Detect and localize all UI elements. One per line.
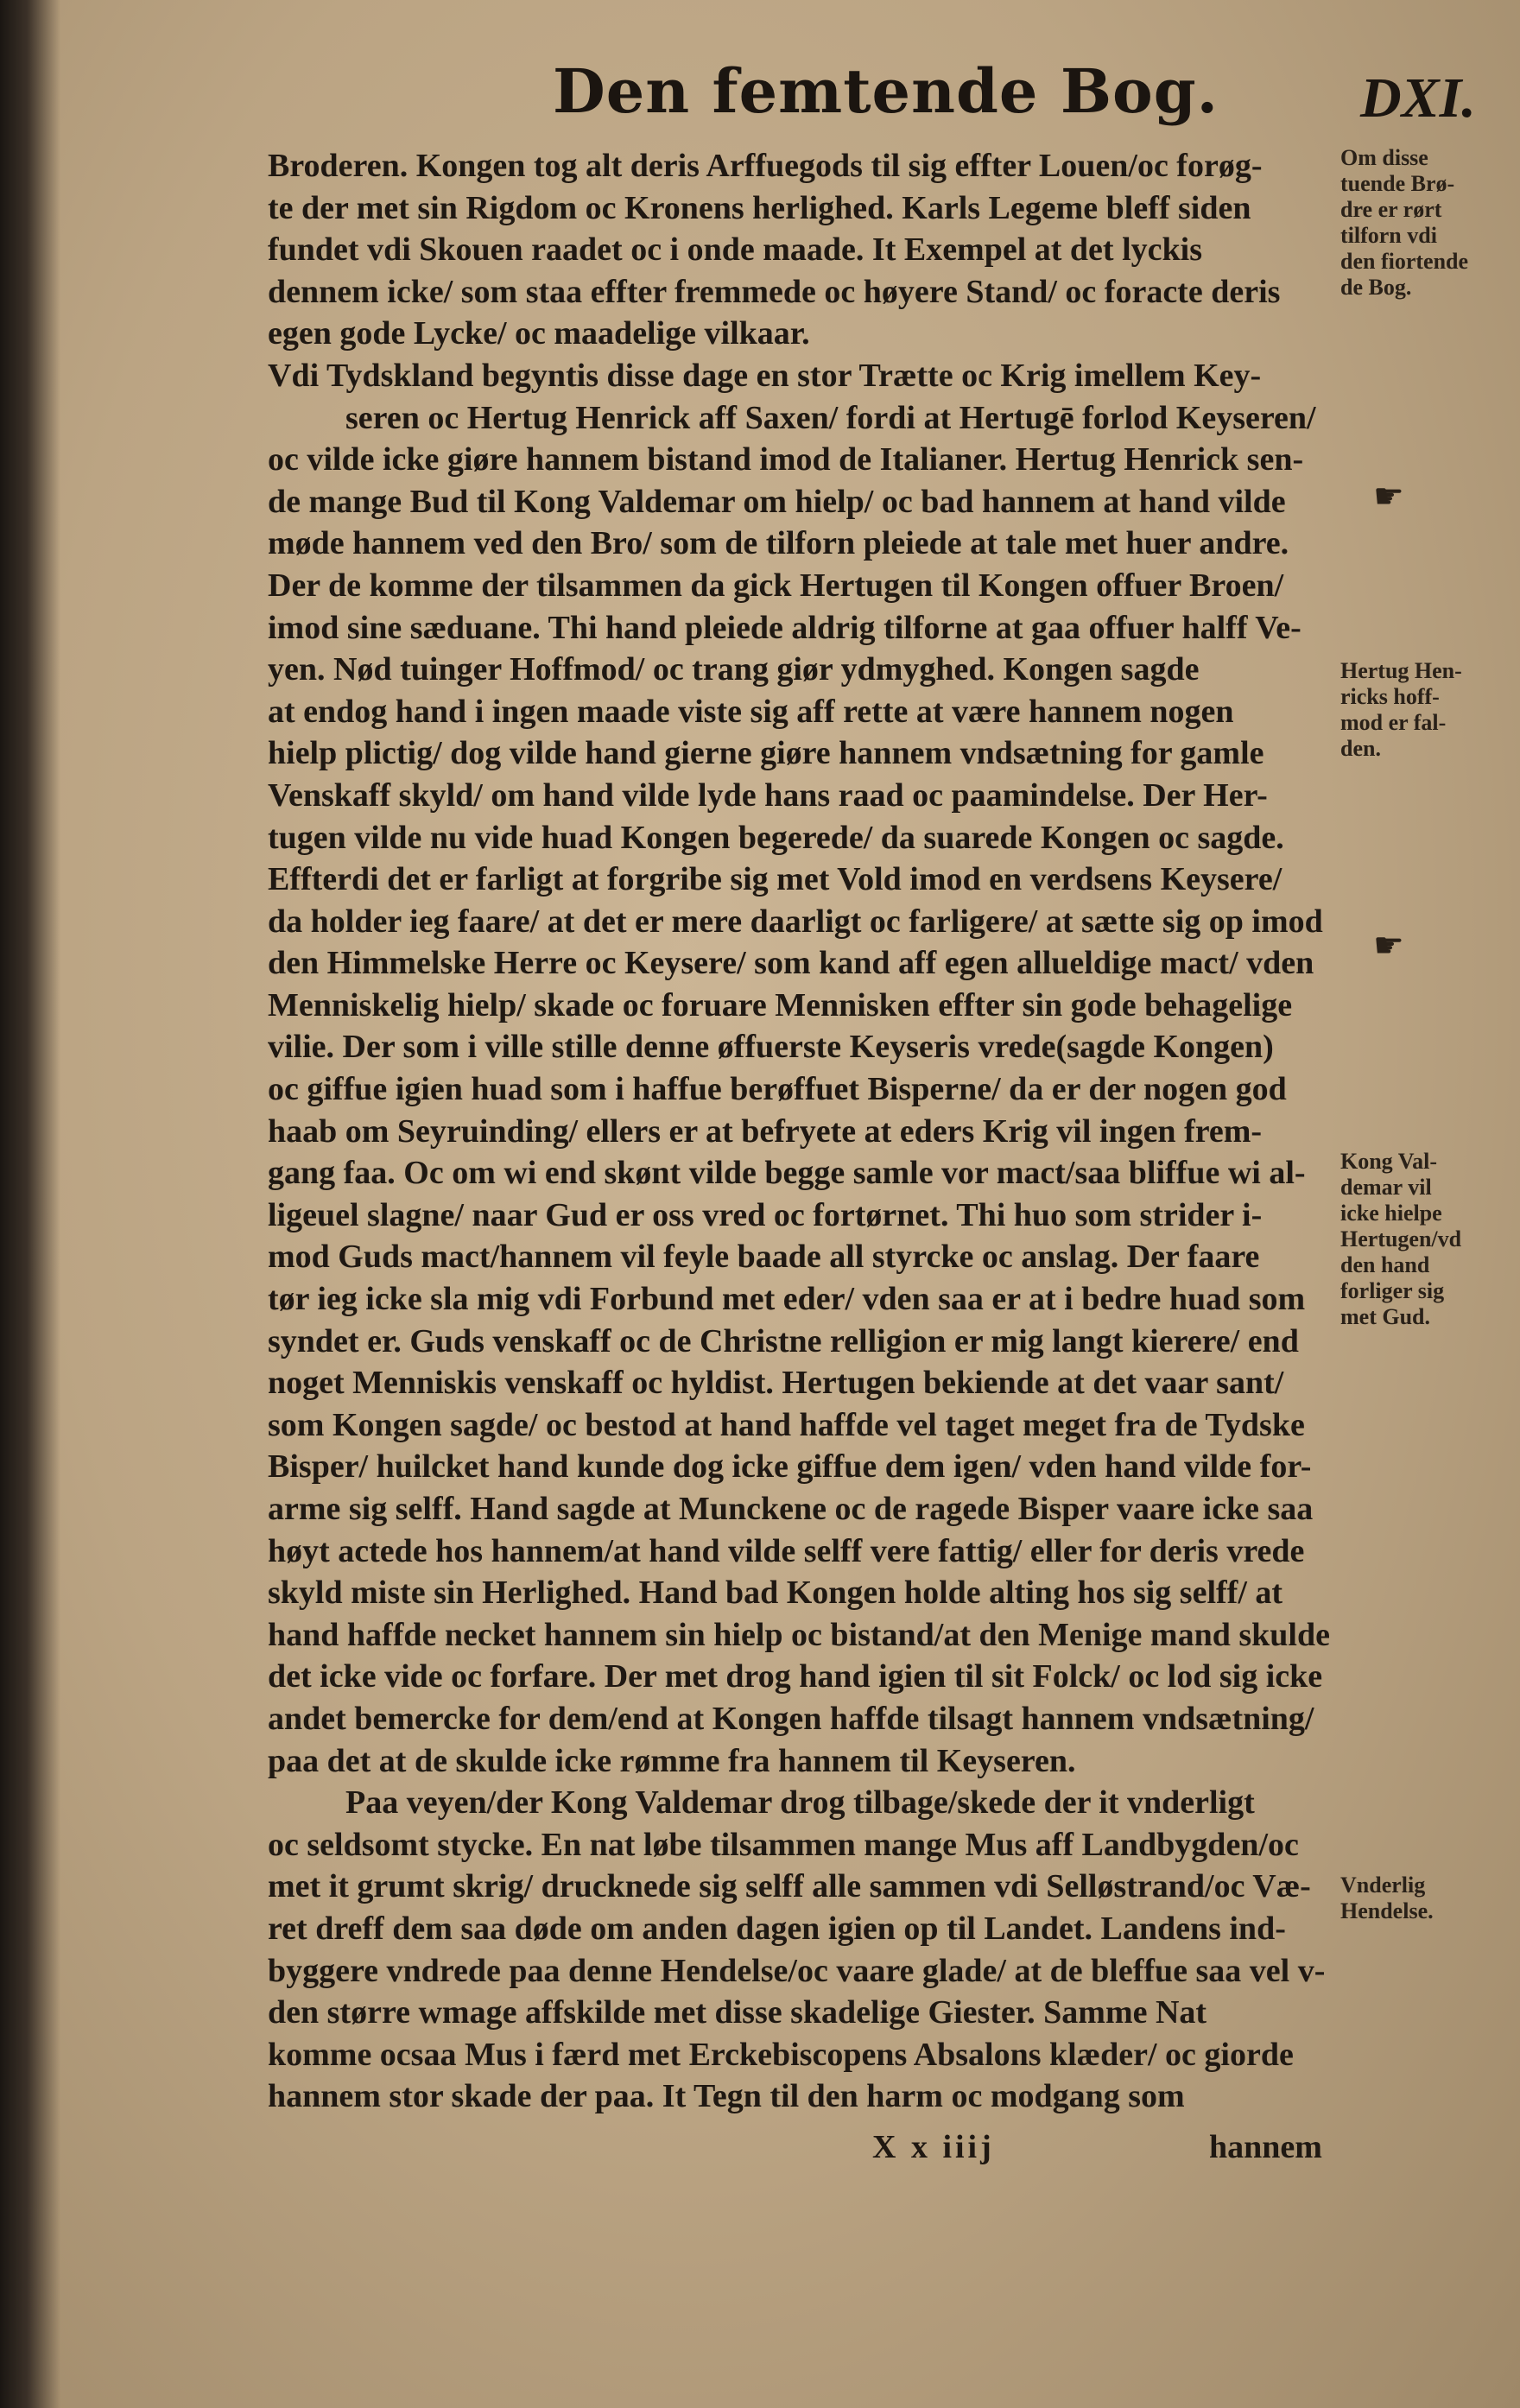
marginal-line: icke hielpe <box>1340 1201 1442 1226</box>
text-line: de mange Bud til Kong Valdemar om hielp/ oc bad hannem at hand vilde <box>268 483 1286 520</box>
marginal-line: den fiortende <box>1340 249 1469 274</box>
folio-number: DXI. <box>1360 67 1476 130</box>
text-line: da holder ieg faare/ at det er mere daarligt oc farligere/ at sætte sig op imod <box>268 903 1323 940</box>
text-line: syndet er. Guds venskaff oc de Christne relligion er mig langt kierere/ end <box>268 1322 1299 1359</box>
text-line: Menniskelig hielp/ skade oc foruare Mennisken effter sin gode behagelige <box>268 986 1293 1023</box>
text-line: arme sig selff. Hand sagde at Munckene oc de ragede Bisper vaare icke saa <box>268 1491 1314 1527</box>
marginal-note-brothers <box>1340 145 1513 301</box>
text-line: møde hannem ved den Bro/ som de tilforn pleiede at tale met huer andre. <box>268 525 1289 562</box>
marginal-line: Hertugen/vd <box>1340 1226 1462 1252</box>
marginal-note-valdemar <box>1340 1149 1513 1330</box>
text-line: tugen vilde nu vide huad Kongen begerede/ da suarede Kongen oc sagde. <box>268 819 1284 856</box>
text-line: ret dreff dem saa døde om anden dagen igien op til Landet. Landens ind- <box>268 1910 1286 1947</box>
text-line: det icke vide oc forfare. Der met drog hand igien til sit Folck/ oc lod sig icke <box>268 1658 1323 1695</box>
text-line: seren oc Hertug Henrick aff Saxen/ fordi at Hertugē forlod Keyseren/ <box>345 399 1316 436</box>
text-line: oc giffue igien huad som i haffue berøffuet Bisperne/ da er der nogen god <box>268 1071 1287 1108</box>
text-line: hand haffde necket hannem sin hielp oc bistand/at den Menige mand skulde <box>268 1616 1330 1653</box>
marginal-line: Hertug Hen- <box>1340 658 1462 683</box>
main-text-block <box>268 145 1339 2118</box>
text-line: Der de komme der tilsammen da gick Hertugen til Kongen offuer Broen/ <box>268 567 1284 604</box>
text-line: andet bemercke for dem/end at Kongen haffde tilsagt hannem vndsætning/ <box>268 1700 1314 1737</box>
text-line: met it grumt skrig/ drucknede sig selff alle sammen vdi Selløstrand/oc Væ- <box>268 1868 1311 1905</box>
text-line: den større wmage affskilde met disse skadelige Giester. Samme Nat <box>268 1994 1207 2031</box>
text-line: Venskaff skyld/ om hand vilde lyde hans raad oc paamindelse. Der Her- <box>268 776 1268 814</box>
text-line: imod sine sæduane. Thi hand pleiede aldrig tilforne at gaa offuer halff Ve- <box>268 609 1302 646</box>
text-line: egen gode Lycke/ oc maadelige vilkaar. <box>268 315 810 352</box>
signature-mark: X x iiij <box>872 2129 995 2165</box>
text-line: byggere vndrede paa denne Hendelse/oc vaare glade/ at de bleffue saa vel v- <box>268 1952 1326 1989</box>
text-line: Broderen. Kongen tog alt deris Arffuegods til sig effter Louen/oc forøg- <box>268 148 1263 184</box>
text-line: Effterdi det er farligt at forgribe sig met Vold imod en verdsens Keysere/ <box>268 861 1282 898</box>
text-line: tør ieg icke sla mig vdi Forbund met eder/ vden saa er at i bedre huad som <box>268 1281 1306 1318</box>
text-line: noget Menniskis venskaff oc hyldist. Hertugen bekiende at det vaar sant/ <box>268 1365 1284 1402</box>
text-line: ligeuel slagne/ naar Gud er oss vred oc fortørnet. Thi huo som strider i- <box>268 1196 1263 1233</box>
text-line: haab om Seyruinding/ ellers er at befryete at eders Krig vil ingen frem- <box>268 1112 1263 1150</box>
text-line: som Kongen sagde/ oc bestod at hand haffde vel taget meget fra de Tydske <box>268 1406 1305 1443</box>
text-line: hielp plictig/ dog vilde hand gierne giøre hannem vndsætning for gamle <box>268 735 1264 772</box>
text-line: den Himmelske Herre oc Keysere/ som kand aff egen allueldige mact/ vden <box>268 945 1314 982</box>
marginal-line: de Bog. <box>1340 275 1412 300</box>
text-line: at endog hand i ingen maade viste sig aff rette at være hannem nogen <box>268 693 1234 730</box>
text-line: komme ocsaa Mus i færd met Erckebiscopens Absalons klæder/ oc giorde <box>268 2036 1294 2073</box>
text-line: yen. Nød tuinger Hoffmod/ oc trang giør ydmyghed. Kongen sagde <box>268 651 1200 688</box>
marginal-line: Vnderlig <box>1340 1873 1426 1898</box>
text-line: Vdi Tydskland begyntis disse dage en stor Trætte oc Krig imellem Key- <box>268 357 1262 394</box>
marginal-line: Kong Val- <box>1340 1149 1437 1174</box>
text-line: Bisper/ huilcket hand kunde dog icke giffue dem igen/ vden hand vilde for- <box>268 1448 1312 1486</box>
catchword: hannem <box>1209 2129 1322 2165</box>
marginal-line: Hendelse. <box>1340 1898 1434 1923</box>
marginal-line: ricks hoff- <box>1340 684 1440 709</box>
marginal-line: tuende Brø- <box>1340 171 1455 196</box>
marginal-line: tilforn vdi <box>1340 223 1437 248</box>
text-line: fundet vdi Skouen raadet oc i onde maade. It Exempel at det lyckis <box>268 231 1202 269</box>
manicule-icon: ☛ <box>1373 926 1404 966</box>
text-line: gang faa. Oc om wi end skønt vilde begge samle vor mact/saa bliffue wi al- <box>268 1155 1306 1192</box>
marginal-line: den. <box>1340 736 1381 761</box>
text-line: oc vilde icke giøre hannem bistand imod de Italianer. Hertug Henrick sen- <box>268 441 1304 478</box>
text-line: hannem stor skade der paa. It Tegn til den harm oc modgang som <box>268 2078 1185 2115</box>
marginal-line: dre er rørt <box>1340 197 1442 222</box>
marginal-note-pride <box>1340 658 1513 762</box>
marginal-line: met Gud. <box>1340 1304 1430 1329</box>
text-line: Paa veyen/der Kong Valdemar drog tilbage/skede der it vnderligt <box>345 1784 1255 1822</box>
text-line: oc seldsomt stycke. En nat løbe tilsammen mange Mus aff Landbygden/oc <box>268 1826 1299 1863</box>
text-line: dennem icke/ som staa effter fremmede oc høyere Stand/ oc foracte deris <box>268 273 1281 310</box>
text-line: høyt actede hos hannem/at hand vilde selff vere fattig/ eller for deris vrede <box>268 1532 1305 1569</box>
marginal-note-event <box>1340 1873 1513 1924</box>
marginal-line: demar vil <box>1340 1175 1432 1200</box>
running-title: Den femtende Bog. <box>553 55 1219 127</box>
marginal-line: Om disse <box>1340 145 1428 170</box>
text-line: paa det at de skulde icke rømme fra hannem til Keyseren. <box>268 1742 1076 1779</box>
marginal-line: mod er fal- <box>1340 710 1447 735</box>
text-line: mod Guds mact/hannem vil feyle baade all styrcke oc anslag. Der faare <box>268 1239 1260 1276</box>
text-line: skyld miste sin Herlighed. Hand bad Kongen holde alting hos sig selff/ at <box>268 1575 1283 1612</box>
marginal-line: den hand <box>1340 1252 1430 1277</box>
binding-shadow <box>0 0 60 2408</box>
manicule-icon: ☛ <box>1373 477 1404 516</box>
text-line: te der met sin Rigdom oc Kronens herlighed. Karls Legeme bleff siden <box>268 189 1251 226</box>
marginal-line: forliger sig <box>1340 1278 1445 1303</box>
text-line: vilie. Der som i ville stille denne øffuerste Keyseris vrede(sagde Kongen) <box>268 1029 1274 1066</box>
